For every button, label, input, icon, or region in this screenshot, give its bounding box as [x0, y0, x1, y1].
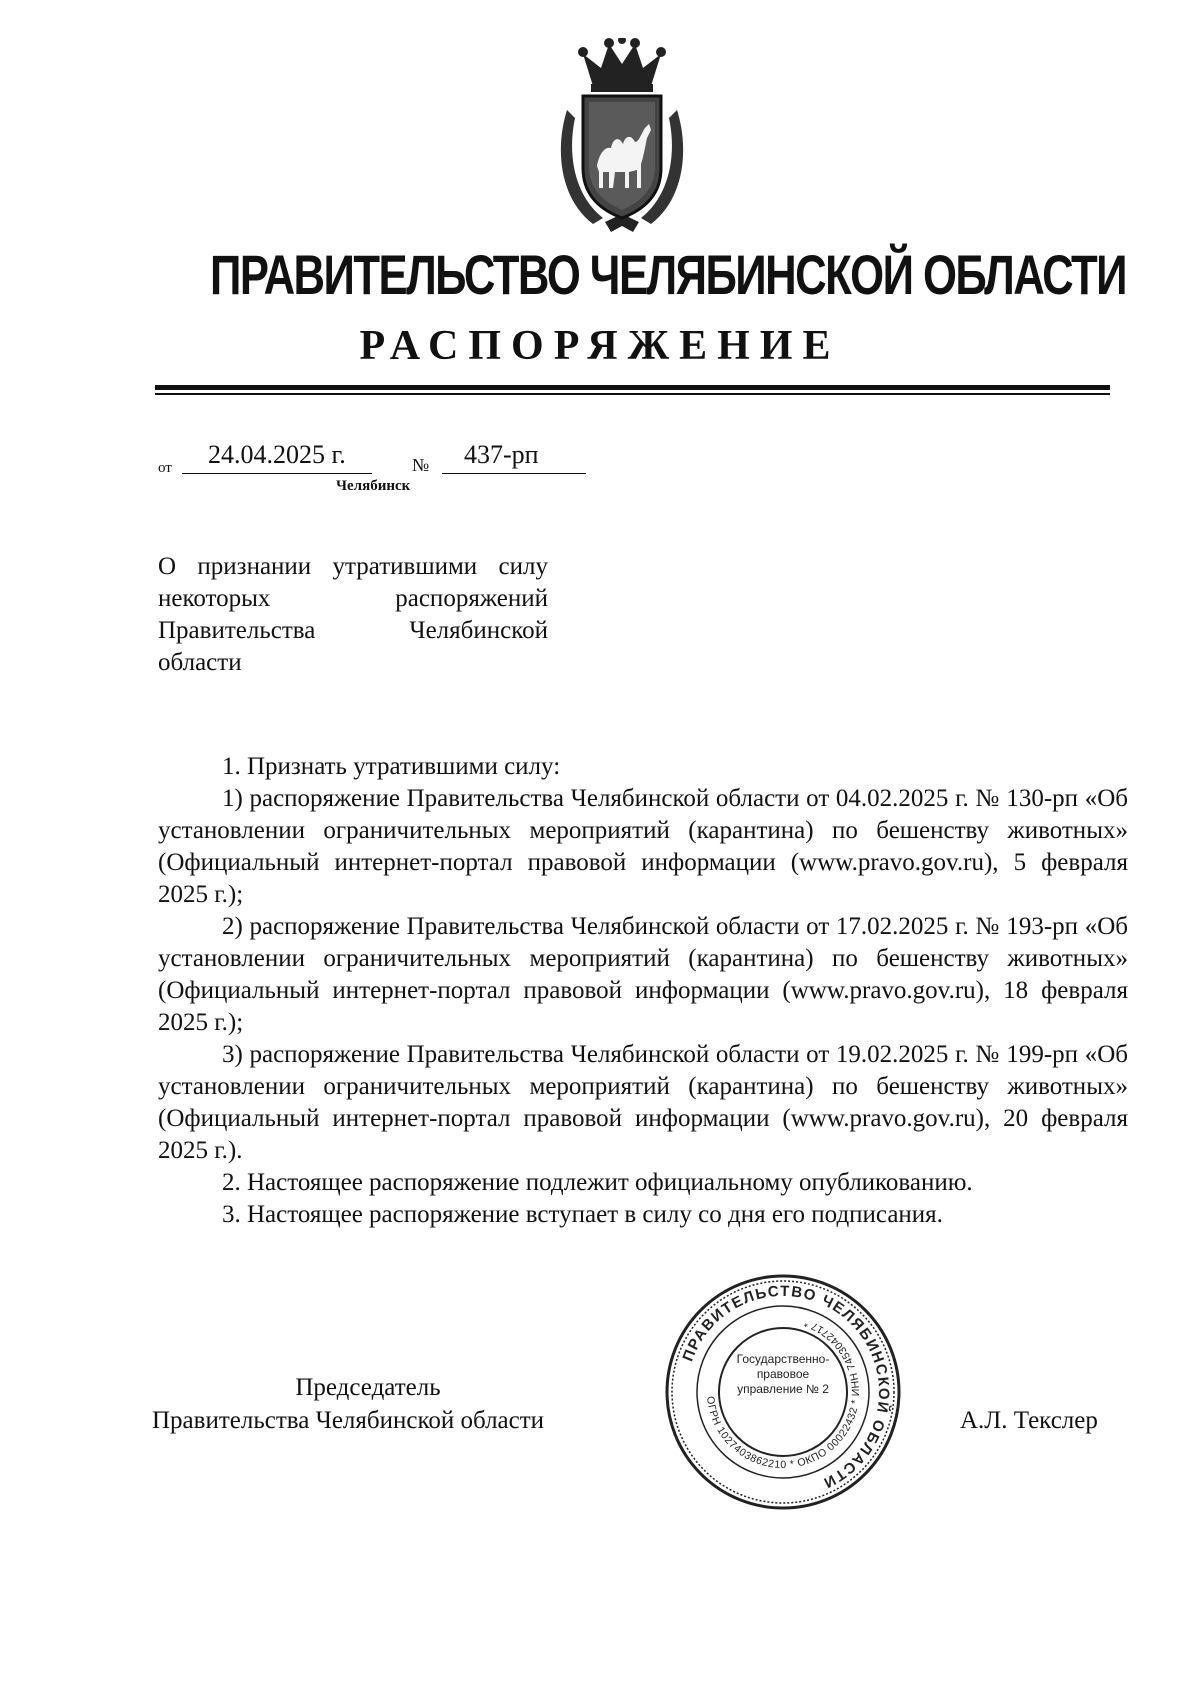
city-label: Челябинск	[336, 478, 411, 494]
document-subject: О признании утратившими силу некоторых распоряжений Правительства Челябинской области	[158, 553, 548, 676]
document-body	[158, 751, 1128, 1231]
crown-icon	[578, 38, 666, 92]
body-paragraph: 3) распоряжение Правительства Челябинской области от 19.02.2025 г. № 199-рп «Об установлении ограничительных мероприятий (карантина) по бешенству животных» (Официальный интернет-портал правовой информации (www.pravo.gov.ru), 20 февраля 2025 г.).	[158, 1041, 1128, 1164]
number-sign-label: №	[412, 455, 430, 475]
document-type-heading: РАСПОРЯЖЕНИЕ	[359, 323, 841, 369]
signatory-title-line2: Правительства Челябинской области	[152, 1407, 545, 1434]
header-divider-thin	[155, 393, 1110, 395]
number-underline	[442, 473, 586, 474]
document-number: 437-рп	[464, 440, 539, 469]
signatory-name: А.Л. Текслер	[960, 1407, 1098, 1434]
document-date: 24.04.2025 г.	[208, 440, 346, 469]
coat-of-arms-emblem	[553, 38, 691, 234]
body-paragraph: 2) распоряжение Правительства Челябинской области от 17.02.2025 г. № 193-рп «Об установлении ограничительных мероприятий (карантина) по бешенству животных» (Официальный интернет-портал правовой информации (www.pravo.gov.ru), 18 февраля 2025 г.);	[158, 913, 1128, 1036]
organization-title: ПРАВИТЕЛЬСТВО ЧЕЛЯБИНСКОЙ ОБЛАСТИ	[210, 243, 1127, 306]
header-divider-thick	[155, 385, 1110, 390]
official-seal-stamp	[663, 1272, 903, 1512]
seal-center-text: Государственно-правовое управление № 2	[736, 1352, 830, 1396]
body-paragraph: 3. Настоящее распоряжение вступает в силу со дня его подписания.	[222, 1201, 943, 1228]
signatory-title-line1: Председатель	[295, 1374, 441, 1401]
body-paragraph: 1) распоряжение Правительства Челябинской области от 04.02.2025 г. № 130-рп «Об установлении ограничительных мероприятий (карантина) по бешенству животных» (Официальный интернет-портал правовой информации (www.pravo.gov.ru), 5 февраля 2025 г.);	[158, 785, 1128, 908]
date-underline	[182, 473, 372, 474]
seal-inner-text: ОГРН 1027403862210 * ОКПО 00022432 * ИНН 7453042717 *	[704, 1316, 863, 1472]
date-prefix-label: от	[158, 460, 172, 476]
seal-outer-text: ПРАВИТЕЛЬСТВО ЧЕЛЯБИНСКОЙ ОБЛАСТИ	[679, 1282, 893, 1492]
body-paragraph: 1. Признать утратившими силу:	[222, 753, 561, 780]
body-paragraph: 2. Настоящее распоряжение подлежит официальному опубликованию.	[222, 1169, 973, 1196]
